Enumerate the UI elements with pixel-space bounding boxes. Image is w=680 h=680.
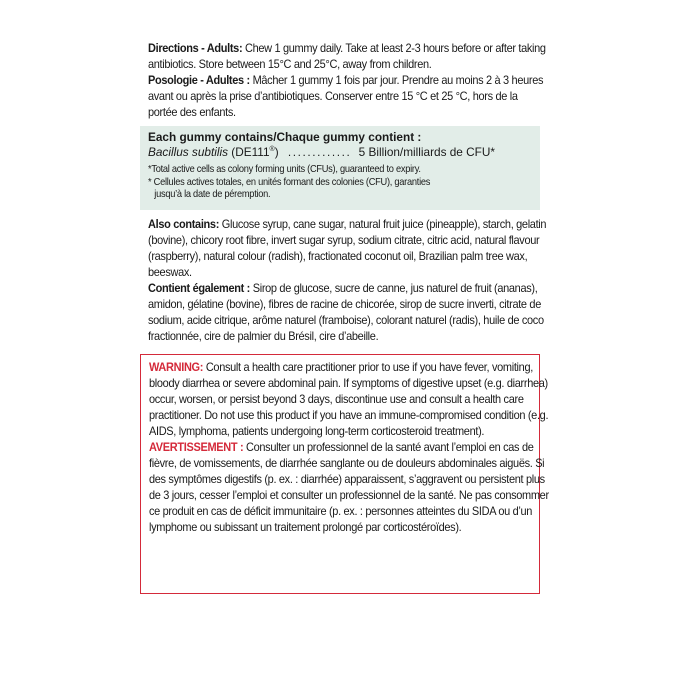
contents-note bbox=[148, 164, 544, 202]
ingredient-strain: (DE111 bbox=[231, 145, 270, 159]
note-en: *Total active cells as colony forming units (CFUs), guaranteed to expiry. bbox=[148, 164, 421, 175]
ingredients-fr-text: Sirop de glucose, sucre de canne, jus naturel de fruit (ananas), amidon, gélatine (bovine), fibres de racine de chicorée, sirop de sucre inverti, citrate de sodium, acide citrique, arôme naturel (framboise), colorant naturel (radis), huile de coco fractionnée, cire de palmier du Brésil, cire d’abeille. bbox=[148, 281, 544, 343]
ingredients-en-text: Glucose syrup, cane sugar, natural fruit juice (pineapple), starch, gelatin (bovine), chicory root fibre, invert sugar syrup, sodium citrate, citric acid, natural flavour (raspberry), natural colour (radish), fractionated coconut oil, Brazilian palm tree wax, beeswax. bbox=[148, 217, 547, 279]
warning-fr-text: Consulter un professionnel de la santé avant l’emploi en cas de fièvre, de vomissements, de diarrhée sanglante ou de douleurs abdominales aiguës. Si des symptômes digestifs (p. ex. : diarrhée) apparaissent, s’aggravent ou persistent plus de 3 jours, cesser l’emploi et consulter un professionnel de la santé. Ne pas consommer ce produit en cas de déficit immunitaire (p. ex. : personnes atteintes du SIDA ou d’un lymphome ou subissant un traitement prolongé par corticostéroïdes). bbox=[149, 440, 549, 534]
note-fr-line1: * Cellules actives totales, en unités formant des colonies (CFU), garanties bbox=[148, 176, 431, 188]
warning-en bbox=[149, 359, 549, 439]
ingredient-amount: 5 Billion/milliards de CFU* bbox=[358, 145, 495, 159]
directions-en-text: Chew 1 gummy daily. Take at least 2-3 hours before or after taking antibiotics. Store between 15°C and 25°C, away from children. bbox=[148, 41, 546, 71]
ingredients-en bbox=[148, 216, 548, 280]
ingredients-section bbox=[140, 216, 547, 344]
ingredients-fr-title: Contient également : bbox=[148, 281, 250, 295]
directions-en bbox=[148, 40, 548, 72]
directions-fr-text: Mâcher 1 gummy 1 fois par jour. Prendre au moins 2 à 3 heures avant ou après la prise d’antibiotiques. Conserver entre 15 °C et 25 °C, hors de la portée des enfants. bbox=[148, 73, 544, 119]
warning-box bbox=[140, 354, 549, 594]
ingredient-strain-close: ) bbox=[274, 145, 279, 159]
product-label bbox=[140, 40, 549, 594]
contents-heading: Each gummy contains/Chaque gummy contient : bbox=[148, 130, 422, 144]
contents-panel bbox=[140, 126, 540, 210]
directions-en-title: Directions - Adults: bbox=[148, 41, 243, 55]
contents-ingredient-row bbox=[148, 145, 540, 160]
warning-en-title: WARNING: bbox=[149, 360, 204, 374]
directions-fr-title: Posologie - Adultes : bbox=[148, 73, 250, 87]
registered-mark: ® bbox=[269, 146, 275, 154]
warning-fr-title: AVERTISSEMENT : bbox=[149, 440, 244, 454]
ingredients-en-title: Also contains: bbox=[148, 217, 220, 231]
note-fr-line2: jusqu’à la date de péremption. bbox=[154, 189, 271, 200]
leader-dots: ............. bbox=[287, 145, 352, 159]
ingredients-fr bbox=[148, 280, 548, 344]
ingredient-name: Bacillus subtilis bbox=[148, 145, 228, 159]
directions-fr bbox=[148, 72, 548, 120]
warning-fr bbox=[149, 439, 549, 535]
warning-en-text: Consult a health care practitioner prior to use if you have fever, vomiting, bloody diarrhea or severe abdominal pain. If symptoms of digestive upset (e.g. diarrhea) occur, worsen, or persist beyond 3 days, discontinue use and consult a health care practitioner. Do not use this product if you have an immune-compromised condition (e.g. AIDS, lymphoma, patients undergoing long-term corticosteroid treatment). bbox=[149, 360, 549, 438]
directions-section bbox=[140, 40, 546, 120]
